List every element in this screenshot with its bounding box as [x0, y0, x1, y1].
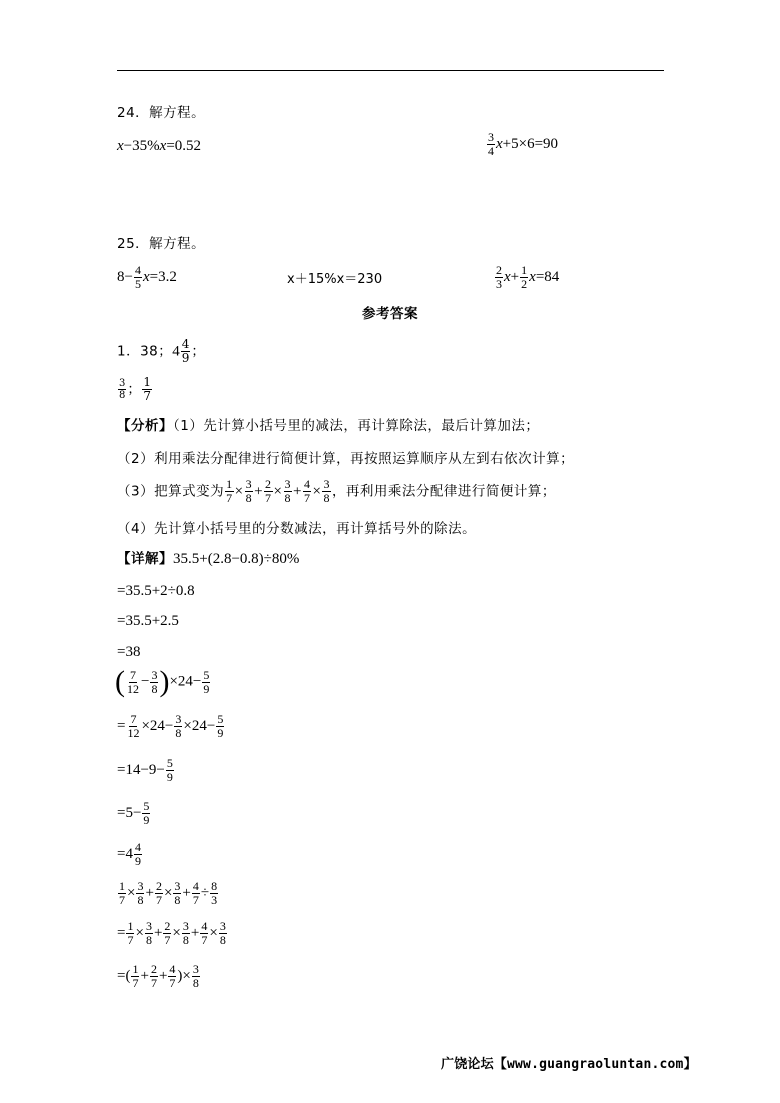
op: + — [190, 924, 200, 941]
fraction: $\frac{1}{2}$ — [521, 263, 528, 291]
fraction: $\frac{3}{8}$ — [174, 879, 181, 907]
fraction: $\frac{5}{9}$ — [203, 667, 210, 696]
detail-step-3: =38 — [117, 644, 141, 660]
fraction: $\frac{7}{12}$ — [127, 667, 139, 696]
term: =( — [117, 967, 131, 984]
fraction: $\frac{4}{7}$ — [169, 962, 176, 990]
fraction: $\frac{2}{7}$ — [265, 477, 272, 505]
detail-step-2: =35.5+2.5 — [117, 613, 179, 629]
op: × — [234, 483, 244, 500]
fraction: $\frac{3}{8}$ — [151, 667, 158, 696]
op: × — [312, 483, 322, 500]
op: + — [293, 483, 302, 500]
analysis-text: （3）把算式变为 — [117, 483, 225, 500]
sep: ； — [191, 343, 206, 360]
fraction: $\frac{7}{12}$ — [127, 712, 140, 740]
p3-line-2 — [117, 920, 228, 947]
op: + — [145, 884, 154, 901]
op: − — [141, 673, 150, 690]
fraction: $\frac{3}{8}$ — [175, 712, 182, 740]
eq-sign: = — [117, 924, 126, 941]
p2-line-4 — [117, 800, 151, 827]
term: )× — [177, 967, 191, 984]
fraction: $\frac{2}{3}$ — [496, 263, 502, 291]
term: +5×6=90 — [502, 135, 559, 152]
fraction: $\frac{3}{8}$ — [182, 919, 189, 947]
fraction: $\frac{4}{7}$ — [303, 477, 311, 505]
term: =0.52 — [166, 138, 202, 154]
analysis-line-2: （2）利用乘法分配律进行简便计算，再按照运算顺序从左到右依次计算； — [117, 451, 575, 467]
fraction: $\frac{3}{8}$ — [284, 477, 291, 505]
fraction: $\frac{1}{7}$ — [226, 477, 233, 505]
fraction: $\frac{2}{7}$ — [164, 919, 171, 947]
q24-title: 24．解方程。 — [117, 105, 206, 121]
op: × — [172, 924, 181, 941]
op: + — [158, 967, 168, 984]
analysis-text: （1）先计算小括号里的减法，再计算除法，最后计算加法； — [173, 418, 540, 434]
var: x — [496, 135, 503, 152]
detail-tag: 【详解】 — [117, 551, 173, 567]
p2-line-2 — [117, 713, 225, 740]
term: −35% — [123, 138, 160, 154]
q24-equation-1 — [117, 137, 201, 155]
op: × — [163, 884, 173, 901]
analysis-line-1 — [117, 417, 539, 435]
op: × — [127, 884, 136, 901]
p3-line-1 — [117, 880, 219, 907]
term: ×24− — [169, 673, 202, 690]
fraction: $\frac{4}{9}$ — [181, 337, 190, 365]
op: × — [135, 924, 144, 941]
fraction: $\frac{3}{8}$ — [119, 378, 126, 401]
detail-line — [117, 550, 299, 568]
p2-line-1 — [115, 667, 211, 697]
q25-equation-3 — [494, 264, 559, 291]
whole: 4 — [172, 343, 180, 360]
q24-equation-2 — [486, 131, 558, 158]
term: ×24− — [183, 717, 216, 734]
left-paren: ( — [115, 665, 125, 698]
answers-heading: 参考答案 — [362, 306, 418, 322]
analysis-text: ，再利用乘法分配律进行简便计算； — [331, 483, 556, 500]
fraction: $\frac{4}{7}$ — [192, 879, 199, 907]
term: =3.2 — [149, 268, 177, 285]
analysis-tag: 【分析】 — [117, 418, 173, 434]
q25-title: 25．解方程。 — [117, 236, 206, 252]
fraction: $\frac{2}{7}$ — [155, 879, 162, 907]
fraction: $\frac{5}{9}$ — [143, 799, 150, 827]
right-paren: ) — [159, 665, 170, 698]
fraction: $\frac{1}{7}$ — [132, 962, 139, 990]
term: ×24− — [141, 717, 174, 734]
fraction: $\frac{4}{9}$ — [134, 840, 141, 868]
analysis-line-4: （4）先计算小括号里的分数减法，再计算括号外的除法。 — [117, 521, 477, 537]
fraction: $\frac{3}{8}$ — [245, 477, 253, 505]
var: x — [529, 268, 536, 285]
fraction: $\frac{1}{7}$ — [127, 919, 134, 947]
op: + — [182, 884, 191, 901]
term: 8− — [117, 268, 133, 285]
term: + — [510, 268, 520, 285]
fraction: $\frac{2}{7}$ — [150, 962, 157, 990]
fraction: $\frac{3}{4}$ — [488, 130, 494, 158]
op: + — [254, 483, 264, 500]
analysis-line-3 — [117, 478, 556, 505]
op: × — [273, 483, 283, 500]
fraction: $\frac{4}{5}$ — [134, 263, 141, 291]
detail-step-1: =35.5+2÷0.8 — [117, 583, 195, 599]
fraction: $\frac{5}{9}$ — [166, 756, 173, 784]
q25-equation-2: x＋15%x＝230 — [287, 272, 383, 287]
eq-sign: = — [117, 717, 126, 734]
var: x — [117, 138, 124, 154]
term: =14−9− — [117, 761, 165, 778]
fraction: $\frac{1}{7}$ — [119, 879, 125, 907]
fraction: $\frac{5}{9}$ — [217, 712, 224, 740]
header-rule — [117, 70, 664, 71]
answer-1-line-1 — [117, 338, 205, 365]
fraction: $\frac{4}{7}$ — [201, 919, 208, 947]
term: =5− — [117, 804, 142, 821]
fraction: $\frac{3}{8}$ — [145, 919, 152, 947]
footer-site-link[interactable]: 广饶论坛【www.guangraoluntan.com】 — [441, 1057, 697, 1072]
var: x — [159, 138, 167, 154]
detail-expression: 35.5+(2.8−0.8)÷80% — [173, 551, 300, 567]
fraction: $\frac{3}{8}$ — [323, 477, 330, 505]
op: × — [209, 924, 218, 941]
p3-line-3 — [117, 963, 201, 990]
p2-line-3 — [117, 757, 175, 784]
fraction: $\frac{3}{8}$ — [192, 962, 199, 990]
var: x — [504, 268, 511, 285]
op: ÷ — [200, 884, 210, 901]
term: =4 — [117, 845, 133, 862]
sep: ； — [127, 381, 142, 398]
q25-equation-1 — [117, 264, 177, 291]
fraction: $\frac{1}{7}$ — [143, 375, 152, 403]
answer-1-line-2 — [117, 376, 153, 403]
answer-label: 1．38； — [117, 343, 173, 360]
op: + — [153, 924, 163, 941]
fraction: $\frac{3}{8}$ — [137, 879, 144, 907]
term: =84 — [535, 268, 560, 285]
var: x — [142, 268, 150, 285]
fraction: $\frac{8}{3}$ — [211, 879, 218, 907]
op: + — [140, 967, 149, 984]
p2-line-5 — [117, 841, 143, 868]
fraction: $\frac{3}{8}$ — [219, 919, 226, 947]
